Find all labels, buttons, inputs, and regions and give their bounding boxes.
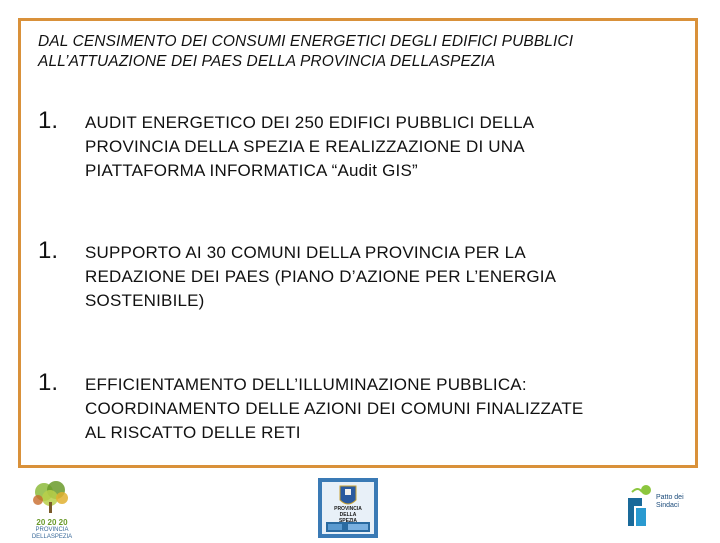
list-item-text (85, 241, 675, 313)
list-item-line: SOSTENIBILE) (85, 291, 205, 310)
provincia-crest-logo (318, 478, 378, 538)
list-item-line: COORDINAMENTO DELLE AZIONI DEI COMUNI FINALIZZATE (85, 399, 584, 418)
logo-caption-line: DELLASPEZIA (31, 534, 73, 540)
title-line-2: ALL’ATTUAZIONE DEI PAES DELLA PROVINCIA DELLASPEZIA (38, 53, 496, 70)
patto-dei-sindaci-icon (624, 484, 654, 528)
list-item-line: REDAZIONE DEI PAES (PIANO D’AZIONE PER L’ENERGIA (85, 267, 557, 286)
patto-dei-sindaci-logo (624, 480, 694, 532)
list-item-line: AL RISCATTO DELLE RETI (85, 423, 301, 442)
logo-caption-line: Patto dei (656, 494, 684, 501)
title-line-1: DAL CENSIMENTO DEI CONSUMI ENERGETICI DEGLI EDIFICI PUBBLICI (38, 33, 574, 50)
list-number: 1. (38, 369, 59, 396)
logo-caption-line: PROVINCIA (35, 527, 69, 533)
logo-caption-line: DELLA (339, 512, 357, 518)
list-item-line: EFFICIENTAMENTO DELL’ILLUMINAZIONE PUBBLICA: (85, 375, 527, 394)
provincia-2020-logo (26, 480, 78, 538)
logo-caption-line: Sindaci (656, 502, 679, 509)
slide-title (38, 32, 688, 72)
list-number: 1. (38, 107, 59, 134)
list-item-line: PIATTAFORMA INFORMATICA “Audit GIS” (85, 161, 418, 180)
patto-caption (656, 494, 694, 510)
list-number: 1. (38, 237, 59, 264)
logo-caption-line: SPEZIA (338, 518, 358, 524)
list-item-line: SUPPORTO AI 30 COMUNI DELLA PROVINCIA PER LA (85, 243, 526, 262)
logo-caption-line: 20 20 20 (36, 518, 68, 527)
tree-logo-icon (26, 480, 78, 514)
logo-caption-line: PROVINCIA (334, 506, 362, 512)
crest-caption (326, 506, 370, 524)
list-item-text (85, 111, 675, 183)
list-item-line: AUDIT ENERGETICO DEI 250 EDIFICI PUBBLICI DELLA (85, 113, 535, 132)
list-item-line: PROVINCIA DELLA SPEZIA E REALIZZAZIONE DI UNA (85, 137, 525, 156)
list-item-text (85, 373, 675, 445)
